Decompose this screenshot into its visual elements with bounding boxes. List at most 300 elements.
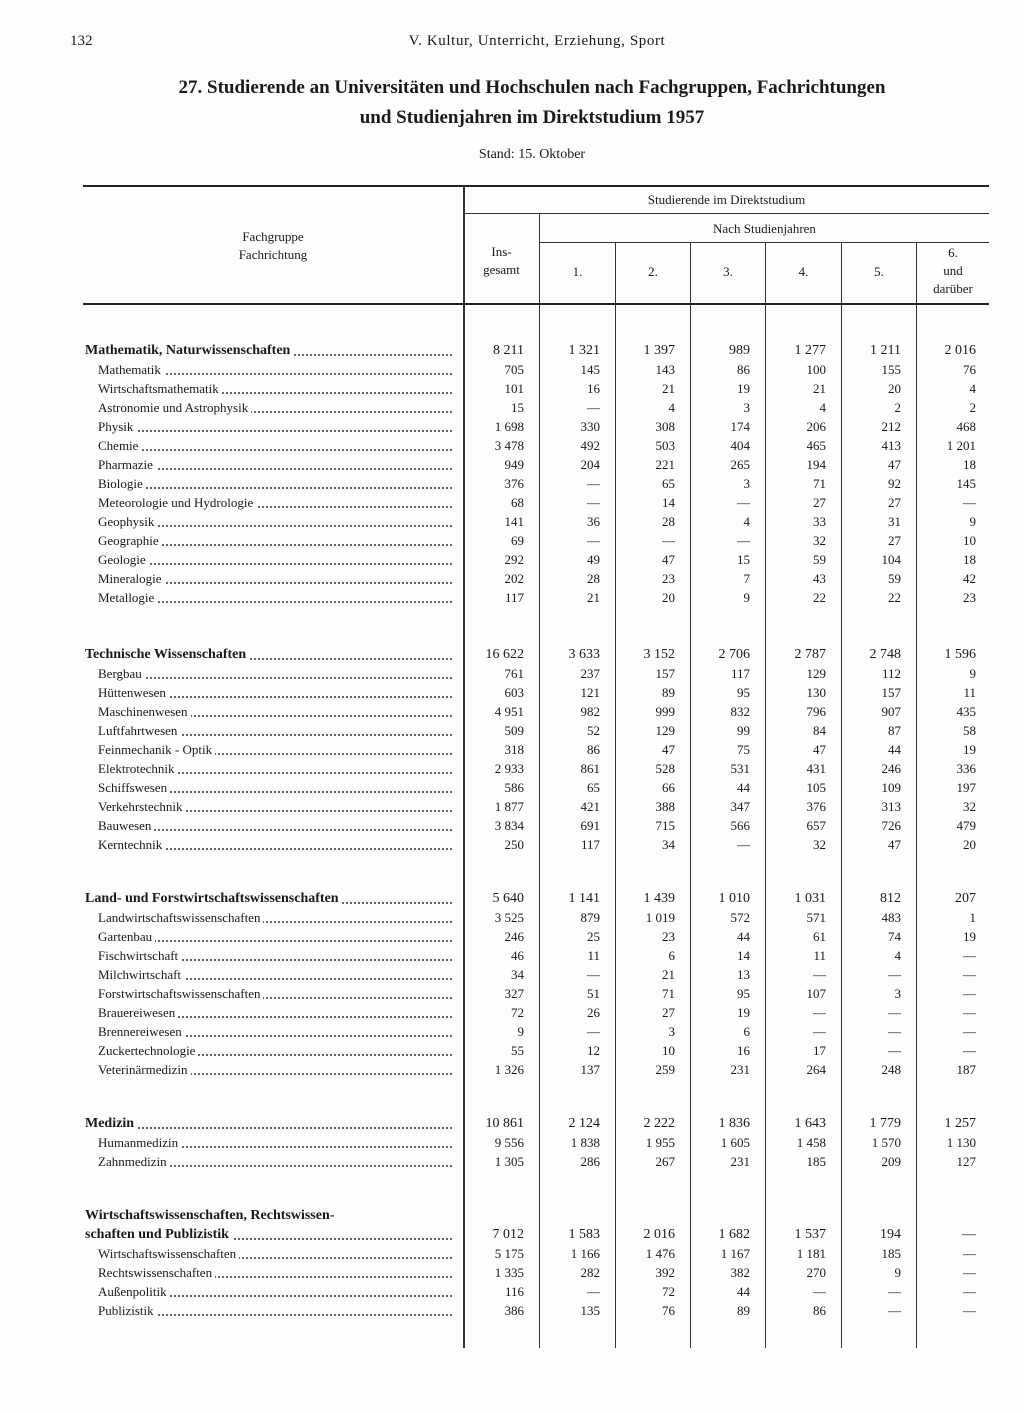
header-insgesamt: Ins- gesamt — [483, 244, 520, 277]
row-label: Wirtschaftsmathematik — [98, 379, 452, 398]
cell-year-4: 206 — [806, 419, 826, 434]
cell-year-1: 3 633 — [568, 647, 600, 662]
cell-year-2: 72 — [662, 1284, 675, 1299]
row-label: Schiffswesen — [98, 778, 452, 797]
row-label: Brauereiwesen — [98, 1003, 452, 1022]
cell-year-4: 27 — [813, 495, 826, 510]
cell-year-6: — — [963, 1246, 976, 1261]
cell-year-5: 74 — [888, 929, 901, 944]
table-row — [0, 759, 1024, 778]
cell-year-2: 388 — [655, 799, 675, 814]
cell-year-1: 52 — [587, 723, 600, 738]
cell-year-1: 861 — [580, 761, 600, 776]
cell-year-2: 259 — [655, 1062, 675, 1077]
cell-year-4: 43 — [813, 571, 826, 586]
cell-year-1: 12 — [587, 1043, 600, 1058]
cell-year-6: 127 — [956, 1154, 976, 1169]
cell-year-1: 16 — [587, 381, 600, 396]
cell-year-2: 392 — [655, 1265, 675, 1280]
cell-year-3: 572 — [730, 910, 750, 925]
cell-year-4: 100 — [806, 362, 826, 377]
cell-year-5: 92 — [888, 476, 901, 491]
cell-year-3: 1 167 — [720, 1246, 750, 1261]
cell-year-2: 34 — [662, 837, 675, 852]
cell-year-4: 1 031 — [794, 891, 826, 906]
cell-insgesamt: 10 861 — [485, 1116, 524, 1131]
table-row — [0, 683, 1024, 702]
cell-year-3: 9 — [743, 590, 750, 605]
cell-insgesamt: 1 305 — [494, 1154, 524, 1169]
cell-year-1: — — [587, 476, 600, 491]
cell-insgesamt: 318 — [504, 742, 524, 757]
row-label: Meteorologie und Hydrologie — [98, 493, 452, 512]
table-row — [0, 721, 1024, 740]
cell-year-1: 1 583 — [568, 1227, 600, 1242]
table-row — [0, 984, 1024, 1003]
cell-year-5: 44 — [888, 742, 901, 757]
cell-insgesamt: 1 335 — [494, 1265, 524, 1280]
cell-year-2: 1 439 — [643, 891, 675, 906]
cell-year-1: — — [587, 400, 600, 415]
cell-year-5: 726 — [881, 818, 901, 833]
row-label: Publizistik — [98, 1301, 452, 1320]
cell-year-2: 1 019 — [645, 910, 675, 925]
cell-year-2: 27 — [662, 1005, 675, 1020]
table-row — [0, 778, 1024, 797]
cell-year-1: — — [587, 533, 600, 548]
row-label: Mathematik — [98, 360, 452, 379]
cell-year-2: 3 152 — [643, 647, 675, 662]
row-label: Landwirtschaftswissenschaften — [98, 908, 452, 927]
cell-year-4: 61 — [813, 929, 826, 944]
cell-year-1: — — [587, 1024, 600, 1039]
table-row — [0, 1003, 1024, 1022]
cell-year-3: 531 — [730, 761, 750, 776]
cell-year-1: 135 — [580, 1303, 600, 1318]
cell-year-5: 246 — [881, 761, 901, 776]
row-label: Humanmedizin — [98, 1133, 452, 1152]
cell-year-4: — — [813, 1284, 826, 1299]
cell-insgesamt: 46 — [511, 948, 524, 963]
table-row — [0, 455, 1024, 474]
cell-year-5: 212 — [881, 419, 901, 434]
cell-year-4: 465 — [806, 438, 826, 453]
cell-year-5: 112 — [881, 666, 901, 681]
cell-year-2: 715 — [655, 818, 675, 833]
cell-year-6: 1 596 — [944, 647, 976, 662]
cell-insgesamt: 5 640 — [492, 891, 524, 906]
cell-year-2: 21 — [662, 381, 675, 396]
cell-year-4: 33 — [813, 514, 826, 529]
cell-year-4: 1 458 — [796, 1135, 826, 1150]
cell-year-6: 23 — [963, 590, 976, 605]
cell-year-2: 14 — [662, 495, 675, 510]
cell-year-1: 982 — [580, 704, 600, 719]
cell-year-3: 7 — [743, 571, 750, 586]
table-row — [0, 1263, 1024, 1282]
cell-year-3: 15 — [737, 552, 750, 567]
header-year-1: 1. — [572, 264, 583, 279]
cell-year-6: 145 — [956, 476, 976, 491]
cell-year-4: 376 — [806, 799, 826, 814]
cell-year-1: 879 — [580, 910, 600, 925]
cell-insgesamt: 116 — [504, 1284, 524, 1299]
cell-year-4: 129 — [806, 666, 826, 681]
cell-year-3: — — [737, 533, 750, 548]
table-row — [0, 417, 1024, 436]
cell-insgesamt: 4 951 — [494, 704, 524, 719]
cell-year-4: 4 — [819, 400, 826, 415]
row-label: Brennereiwesen — [98, 1022, 452, 1041]
cell-year-2: 1 397 — [643, 343, 675, 358]
row-label: Medizin — [85, 1114, 452, 1133]
cell-insgesamt: 250 — [504, 837, 524, 852]
cell-year-2: 28 — [662, 514, 675, 529]
cell-year-6: 207 — [955, 891, 976, 906]
table-row — [0, 740, 1024, 759]
cell-year-5: — — [888, 1024, 901, 1039]
cell-year-2: 503 — [655, 438, 675, 453]
row-label: Außenpolitik — [98, 1282, 452, 1301]
cell-year-6: — — [963, 1005, 976, 1020]
cell-year-3: 89 — [737, 1303, 750, 1318]
cell-insgesamt: 101 — [504, 381, 524, 396]
cell-year-5: 907 — [881, 704, 901, 719]
cell-year-4: 571 — [806, 910, 826, 925]
cell-year-6: — — [963, 1284, 976, 1299]
cell-year-3: 566 — [730, 818, 750, 833]
cell-year-1: 1 141 — [568, 891, 600, 906]
cell-year-4: 22 — [813, 590, 826, 605]
cell-year-6: 18 — [963, 552, 976, 567]
row-label: Mathematik, Naturwissenschaften — [85, 341, 452, 360]
cell-insgesamt: 55 — [511, 1043, 524, 1058]
cell-year-6: — — [962, 1227, 976, 1242]
row-label: Wirtschaftswissenschaften — [98, 1244, 452, 1263]
cell-year-3: 86 — [737, 362, 750, 377]
cell-year-5: — — [888, 967, 901, 982]
cell-year-5: 413 — [881, 438, 901, 453]
cell-year-2: 1 476 — [645, 1246, 675, 1261]
table-row — [0, 835, 1024, 854]
row-label: Wirtschaftswissenschaften, Rechtswissen- — [85, 1206, 452, 1225]
table-title — [0, 73, 1024, 133]
cell-year-1: 26 — [587, 1005, 600, 1020]
cell-year-1: 137 — [580, 1062, 600, 1077]
cell-year-6: — — [963, 1024, 976, 1039]
group-row — [0, 645, 1024, 664]
cell-year-1: 11 — [587, 948, 600, 963]
cell-year-5: 155 — [881, 362, 901, 377]
cell-year-1: 421 — [580, 799, 600, 814]
cell-year-5: 47 — [888, 457, 901, 472]
cell-year-2: 6 — [668, 948, 675, 963]
cell-year-5: — — [888, 1284, 901, 1299]
cell-year-3: 347 — [730, 799, 750, 814]
cell-year-5: 248 — [881, 1062, 901, 1077]
cell-year-3: 265 — [730, 457, 750, 472]
cell-insgesamt: 141 — [504, 514, 524, 529]
cell-year-1: — — [587, 967, 600, 982]
cell-insgesamt: 246 — [504, 929, 524, 944]
row-label: Rechtswissenschaften — [98, 1263, 452, 1282]
cell-year-1: 1 321 — [568, 343, 600, 358]
table-row — [0, 550, 1024, 569]
cell-year-6: — — [963, 495, 976, 510]
cell-insgesamt: 72 — [511, 1005, 524, 1020]
cell-year-6: 336 — [956, 761, 976, 776]
cell-year-4: 11 — [813, 948, 826, 963]
cell-insgesamt: 949 — [504, 457, 524, 472]
cell-year-3: — — [737, 837, 750, 852]
cell-year-6: — — [963, 1303, 976, 1318]
running-head: V. Kultur, Unterricht, Erziehung, Sport — [408, 33, 666, 49]
cell-insgesamt: 8 211 — [493, 343, 524, 358]
table-row — [0, 398, 1024, 417]
cell-year-5: 812 — [880, 891, 901, 906]
cell-year-4: 32 — [813, 533, 826, 548]
stand-date: Stand: 15. Oktober — [478, 147, 586, 162]
row-label: Geologie — [98, 550, 452, 569]
table-row — [0, 946, 1024, 965]
cell-year-3: 19 — [737, 1005, 750, 1020]
table-row — [0, 569, 1024, 588]
cell-year-1: 2 124 — [568, 1116, 600, 1131]
cell-year-5: 104 — [881, 552, 901, 567]
cell-year-5: 3 — [894, 986, 901, 1001]
table-row — [0, 1060, 1024, 1079]
row-label: Chemie — [98, 436, 452, 455]
row-label: Land- und Forstwirtschaftswissenschaften — [85, 889, 452, 908]
table-row — [0, 1041, 1024, 1060]
cell-year-1: 691 — [580, 818, 600, 833]
cell-year-3: 1 836 — [718, 1116, 750, 1131]
row-label: Biologie — [98, 474, 452, 493]
row-label: Verkehrstechnik — [98, 797, 452, 816]
group-row — [0, 889, 1024, 908]
cell-year-2: 65 — [662, 476, 675, 491]
header-fachgruppe: Fachgruppe Fachrichtung — [238, 229, 308, 262]
cell-year-2: 528 — [655, 761, 675, 776]
cell-insgesamt: 1 326 — [494, 1062, 524, 1077]
cell-year-3: 989 — [729, 343, 750, 358]
row-label: Technische Wissenschaften — [85, 645, 452, 664]
cell-year-6: — — [963, 1265, 976, 1280]
cell-year-3: 382 — [730, 1265, 750, 1280]
cell-year-4: 264 — [806, 1062, 826, 1077]
cell-year-6: 9 — [969, 666, 976, 681]
cell-year-4: 194 — [806, 457, 826, 472]
row-label: Kerntechnik — [98, 835, 452, 854]
cell-year-2: 267 — [655, 1154, 675, 1169]
cell-year-5: — — [888, 1303, 901, 1318]
table-row — [0, 512, 1024, 531]
cell-year-1: 86 — [587, 742, 600, 757]
table-row — [0, 927, 1024, 946]
table-row — [0, 531, 1024, 550]
cell-year-3: 95 — [737, 685, 750, 700]
table-row — [0, 1133, 1024, 1152]
cell-year-6: 19 — [963, 742, 976, 757]
cell-year-4: 1 277 — [794, 343, 826, 358]
cell-year-1: 25 — [587, 929, 600, 944]
cell-year-3: 95 — [737, 986, 750, 1001]
cell-year-6: 20 — [963, 837, 976, 852]
header-rule-direkt — [464, 213, 989, 214]
cell-year-6: 1 201 — [946, 438, 976, 453]
table-top-rule — [83, 185, 989, 187]
cell-year-4: 1 537 — [794, 1227, 826, 1242]
header-year-5: 5. — [874, 264, 884, 279]
group-row — [0, 1206, 1024, 1225]
table-row — [0, 965, 1024, 984]
cell-insgesamt: 9 556 — [494, 1135, 524, 1150]
title-line-1: 27. Studierende an Universitäten und Hochschulen nach Fachgruppen, Fachrichtungen — [178, 77, 886, 98]
table-row — [0, 493, 1024, 512]
cell-year-2: 23 — [662, 571, 675, 586]
table-row — [0, 908, 1024, 927]
cell-year-5: — — [888, 1043, 901, 1058]
cell-year-2: 157 — [655, 666, 675, 681]
cell-year-2: 129 — [655, 723, 675, 738]
cell-year-4: 107 — [806, 986, 826, 1001]
cell-year-1: 492 — [580, 438, 600, 453]
cell-year-4: 1 181 — [796, 1246, 826, 1261]
cell-year-4: 71 — [813, 476, 826, 491]
row-label: Pharmazie — [98, 455, 452, 474]
table-row — [0, 474, 1024, 493]
cell-year-1: 145 — [580, 362, 600, 377]
cell-year-1: 204 — [580, 457, 600, 472]
cell-year-5: 1 570 — [871, 1135, 901, 1150]
cell-year-1: 65 — [587, 780, 600, 795]
cell-year-3: 44 — [737, 1284, 750, 1299]
row-label: Hüttenwesen — [98, 683, 452, 702]
cell-year-4: 17 — [813, 1043, 826, 1058]
cell-year-2: 4 — [668, 400, 675, 415]
table-row — [0, 1244, 1024, 1263]
cell-year-4: 59 — [813, 552, 826, 567]
cell-year-3: 3 — [743, 476, 750, 491]
cell-insgesamt: 3 834 — [494, 818, 524, 833]
cell-year-4: 84 — [813, 723, 826, 738]
cell-insgesamt: 292 — [504, 552, 524, 567]
cell-insgesamt: 34 — [511, 967, 524, 982]
cell-year-5: 9 — [894, 1265, 901, 1280]
cell-year-3: 75 — [737, 742, 750, 757]
cell-year-1: 51 — [587, 986, 600, 1001]
header-bottom-rule — [83, 303, 989, 305]
cell-year-5: 313 — [881, 799, 901, 814]
cell-year-6: 1 257 — [944, 1116, 976, 1131]
cell-insgesamt: 705 — [504, 362, 524, 377]
cell-year-6: 197 — [956, 780, 976, 795]
cell-year-4: 105 — [806, 780, 826, 795]
cell-year-6: 1 — [969, 910, 976, 925]
cell-year-3: 6 — [743, 1024, 750, 1039]
row-label: Geophysik — [98, 512, 452, 531]
table-row — [0, 1022, 1024, 1041]
table-row — [0, 436, 1024, 455]
cell-year-4: 796 — [806, 704, 826, 719]
header-year-3: 3. — [723, 264, 733, 279]
cell-year-1: 36 — [587, 514, 600, 529]
row-label: Gartenbau — [98, 927, 452, 946]
cell-year-6: 42 — [963, 571, 976, 586]
table-row — [0, 379, 1024, 398]
cell-year-6: 2 — [969, 400, 976, 415]
row-label: Mineralogie — [98, 569, 452, 588]
cell-year-5: — — [888, 1005, 901, 1020]
cell-year-1: 330 — [580, 419, 600, 434]
cell-year-4: 32 — [813, 837, 826, 852]
cell-year-3: 99 — [737, 723, 750, 738]
header-year-2: 2. — [648, 264, 658, 279]
header-nach-studienjahren: Nach Studienjahren — [713, 221, 816, 236]
cell-year-2: — — [662, 533, 675, 548]
cell-year-3: 832 — [730, 704, 750, 719]
cell-year-2: 143 — [655, 362, 675, 377]
cell-year-5: 185 — [881, 1246, 901, 1261]
cell-year-4: — — [813, 967, 826, 982]
cell-year-6: 468 — [956, 419, 976, 434]
cell-insgesamt: 117 — [504, 590, 524, 605]
cell-year-2: 999 — [655, 704, 675, 719]
cell-year-2: 20 — [662, 590, 675, 605]
cell-year-1: — — [587, 495, 600, 510]
cell-year-1: 286 — [580, 1154, 600, 1169]
row-label: Maschinenwesen — [98, 702, 452, 721]
row-label: Physik — [98, 417, 452, 436]
row-label: Milchwirtschaft — [98, 965, 452, 984]
cell-year-5: 209 — [881, 1154, 901, 1169]
cell-year-6: 10 — [963, 533, 976, 548]
row-label: Metallogie — [98, 588, 452, 607]
cell-year-5: 27 — [888, 533, 901, 548]
cell-year-1: 21 — [587, 590, 600, 605]
cell-year-1: 121 — [580, 685, 600, 700]
cell-year-3: 3 — [743, 400, 750, 415]
header-direktstudium: Studierende im Direktstudium — [647, 192, 806, 207]
cell-year-2: 76 — [662, 1303, 675, 1318]
cell-year-6: — — [963, 986, 976, 1001]
cell-year-6: 2 016 — [944, 343, 976, 358]
cell-year-5: 22 — [888, 590, 901, 605]
cell-insgesamt: 327 — [504, 986, 524, 1001]
cell-year-4: 2 787 — [794, 647, 826, 662]
cell-insgesamt: 386 — [504, 1303, 524, 1318]
cell-year-3: 1 682 — [718, 1227, 750, 1242]
cell-year-6: — — [963, 1043, 976, 1058]
cell-year-5: 1 779 — [869, 1116, 901, 1131]
cell-year-6: 187 — [956, 1062, 976, 1077]
cell-year-2: 47 — [662, 552, 675, 567]
cell-year-5: 2 — [894, 400, 901, 415]
group-row — [0, 1225, 1024, 1244]
row-label: schaften und Publizistik — [85, 1225, 452, 1244]
row-label: Fischwirtschaft — [98, 946, 452, 965]
cell-insgesamt: 9 — [517, 1024, 524, 1039]
cell-insgesamt: 1 877 — [494, 799, 524, 814]
cell-insgesamt: 69 — [511, 533, 524, 548]
row-label: Veterinärmedizin — [98, 1060, 452, 1079]
row-label: Zahnmedizin — [98, 1152, 452, 1171]
cell-year-3: 44 — [737, 780, 750, 795]
cell-year-5: 483 — [881, 910, 901, 925]
row-label: Bauwesen — [98, 816, 452, 835]
cell-year-6: 19 — [963, 929, 976, 944]
cell-insgesamt: 15 — [511, 400, 524, 415]
